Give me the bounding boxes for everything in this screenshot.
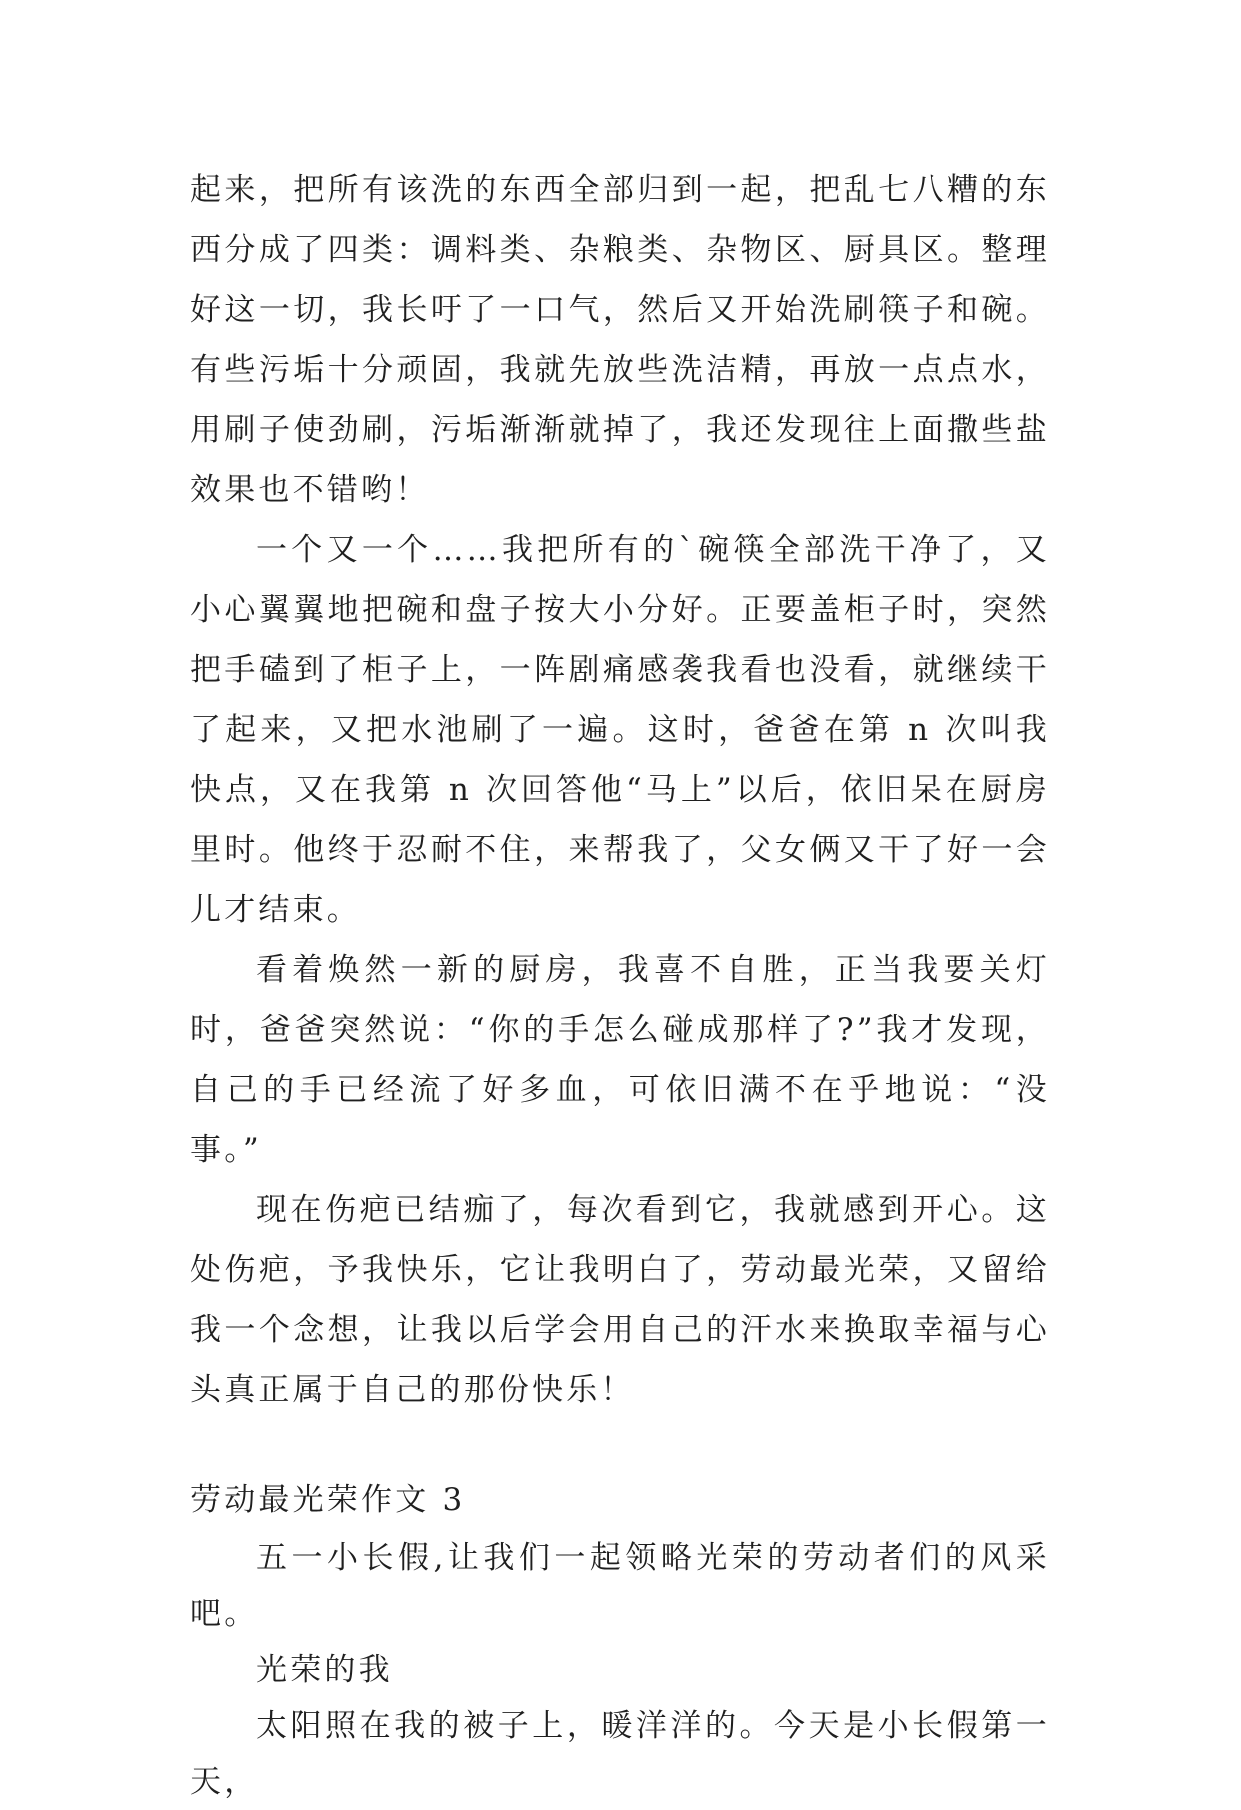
section-intro: 五一小长假,让我们一起领略光荣的劳动者们的风采吧。 xyxy=(190,1540,1050,1632)
paragraph-washing-dishes: 一个又一个……我把所有的`碗筷全部洗干净了，又小心翼翼地把碗和盘子按大小分好。正要盖柜子时，突然把手磕到了柜子上，一阵剧痛感袭我看也没看，就继续干了起来，又把水池刷了一遍。这时，爸爸在第 n 次叫我快点，又在我第 n 次回答他“马上”以后，依旧呆在厨房里时。他终于忍耐不住，来帮我了，父女俩又干了好一会儿才结束。 xyxy=(190,532,1050,928)
paragraph-continuation: 起来，把所有该洗的东西全部归到一起，把乱七八糟的东西分成了四类：调料类、杂粮类、杂物区、厨具区。整理好这一切，我长吁了一口气，然后又开始洗刷筷子和碗。有些污垢十分顽固，我就先放些洗洁精，再放一点点水，用刷子使劲刷，污垢渐渐就掉了，我还发现往上面撒些盐效果也不错哟！ xyxy=(190,172,1050,508)
paragraph-scar: 现在伤疤已结痂了，每次看到它，我就感到开心。这处伤疤，予我快乐，它让我明白了，劳动最光荣，又留给我一个念想，让我以后学会用自己的汗水来换取幸福与心头真正属于自己的那份快乐！ xyxy=(190,1192,1050,1408)
section-title: 劳动最光荣作文 3 xyxy=(190,1482,466,1518)
paragraph-new-kitchen: 看着焕然一新的厨房，我喜不自胜，正当我要关灯时，爸爸突然说：“你的手怎么碰成那样了?”我才发现，自己的手已经流了好多血，可依旧满不在乎地说：“没事。” xyxy=(190,952,1050,1168)
essay-subtitle: 光荣的我 xyxy=(256,1652,393,1688)
document-body xyxy=(190,160,1050,1810)
essay-opening-line: 太阳照在我的被子上，暖洋洋的。今天是小长假第一天， xyxy=(190,1708,1050,1800)
